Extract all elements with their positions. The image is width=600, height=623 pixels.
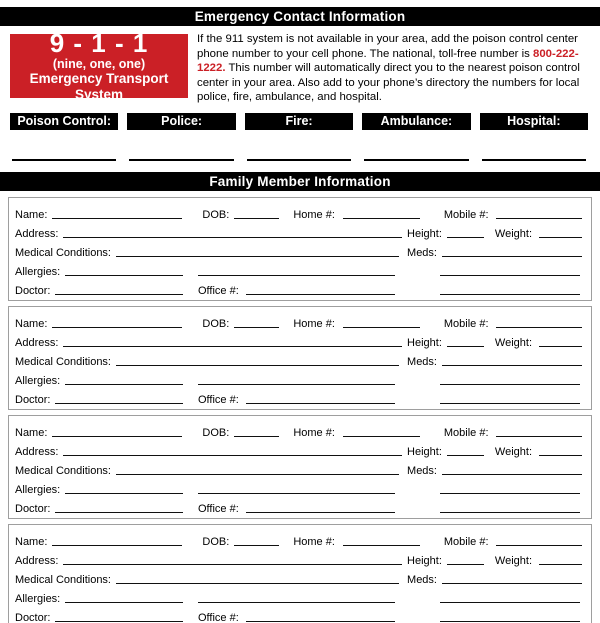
weight-field-label: Weight: bbox=[494, 554, 532, 567]
mobile-phone-writein-line bbox=[496, 320, 582, 328]
family-member-card bbox=[8, 415, 592, 519]
doctor-field-label: Doctor: bbox=[15, 393, 51, 406]
height-writein-line bbox=[447, 448, 484, 456]
allergies-field-label: Allergies: bbox=[15, 483, 61, 496]
name-writein-line bbox=[52, 538, 182, 546]
family-members bbox=[8, 197, 592, 623]
doctor-field bbox=[15, 503, 183, 516]
mobile-phone-field bbox=[444, 427, 582, 440]
member-row-doctor bbox=[15, 497, 582, 516]
dob-writein-line bbox=[234, 211, 279, 219]
office-phone-field bbox=[198, 503, 395, 516]
name-field-label: Name: bbox=[15, 426, 48, 439]
medical-conditions-field-label: Medical Conditions: bbox=[15, 355, 111, 368]
meds-field bbox=[407, 356, 582, 369]
office-phone-writein-line bbox=[246, 396, 395, 404]
height-field-label: Height: bbox=[407, 227, 442, 240]
weight-writein-line bbox=[539, 230, 582, 238]
911-phonetic: (nine, one, one) bbox=[52, 56, 146, 71]
meds-field-label: Meds: bbox=[407, 355, 437, 368]
office-phone-field-label: Office #: bbox=[198, 502, 239, 515]
allergies-field bbox=[15, 484, 183, 497]
office-phone-field-label: Office #: bbox=[198, 393, 239, 406]
address-field bbox=[15, 446, 402, 459]
meds-field-label: Meds: bbox=[407, 573, 437, 586]
meds-field-label: Meds: bbox=[407, 464, 437, 477]
paragraph-text-before: If the 911 system is not available in your area, add the poison control center phone number to your cell phone. The national, toll-free number is bbox=[197, 33, 578, 60]
member-row-name bbox=[15, 530, 582, 549]
medical-conditions-writein-line bbox=[116, 576, 399, 584]
address-writein-line bbox=[63, 339, 402, 347]
police-writein-line bbox=[129, 159, 233, 161]
member-row-medical bbox=[15, 241, 582, 260]
height-field bbox=[407, 555, 484, 568]
fire-writein-line bbox=[247, 159, 351, 161]
office-phone-field bbox=[198, 394, 395, 407]
medical-conditions-writein-line bbox=[116, 467, 399, 475]
name-field bbox=[15, 536, 182, 549]
dob-field bbox=[202, 427, 279, 440]
hospital-writein-line bbox=[482, 159, 586, 161]
911-subtitle: Emergency Transport System bbox=[29, 70, 169, 102]
height-writein-line bbox=[447, 557, 484, 565]
weight-field bbox=[495, 446, 582, 459]
address-field-label: Address: bbox=[15, 227, 59, 240]
height-field-label: Height: bbox=[407, 445, 442, 458]
meds-writein-line bbox=[442, 467, 582, 475]
meds-field bbox=[407, 574, 582, 587]
meds-extra-writein-line-2 bbox=[440, 287, 580, 295]
meds-extra-writein-line-1 bbox=[440, 595, 580, 603]
allergies-field-label: Allergies: bbox=[15, 592, 61, 605]
address-field bbox=[15, 337, 402, 350]
home-phone-field bbox=[293, 536, 420, 549]
contact-label-fire: Fire: bbox=[245, 113, 353, 130]
poison-control-writein-line bbox=[12, 159, 116, 161]
weight-field bbox=[495, 337, 582, 350]
member-row-allergies bbox=[15, 587, 582, 606]
height-writein-line bbox=[447, 339, 484, 347]
mobile-phone-field-label: Mobile #: bbox=[443, 426, 489, 439]
home-phone-writein-line bbox=[343, 211, 420, 219]
member-row-name bbox=[15, 203, 582, 222]
doctor-writein-line bbox=[55, 614, 183, 622]
allergies-field bbox=[15, 266, 183, 279]
contact-writein-lines-row bbox=[10, 159, 588, 161]
dob-field-label: DOB: bbox=[202, 317, 230, 330]
weight-field-label: Weight: bbox=[494, 445, 532, 458]
name-field-label: Name: bbox=[15, 535, 48, 548]
member-row-name bbox=[15, 421, 582, 440]
member-row-doctor bbox=[15, 606, 582, 623]
height-field bbox=[407, 228, 484, 241]
family-member-card bbox=[8, 524, 592, 623]
doctor-field bbox=[15, 612, 183, 623]
mobile-phone-field-label: Mobile #: bbox=[443, 317, 489, 330]
member-row-medical bbox=[15, 350, 582, 369]
member-row-allergies bbox=[15, 260, 582, 279]
dob-field-label: DOB: bbox=[202, 426, 230, 439]
weight-writein-line bbox=[539, 339, 582, 347]
office-phone-field-label: Office #: bbox=[198, 284, 239, 297]
dob-field bbox=[202, 318, 279, 331]
poison-control-phone-number: 800-222-1222. bbox=[197, 47, 579, 75]
allergies-writein-line bbox=[65, 377, 183, 385]
dob-writein-line bbox=[234, 320, 279, 328]
weight-field bbox=[495, 228, 582, 241]
office-phone-field bbox=[198, 612, 395, 623]
dob-field-label: DOB: bbox=[202, 208, 230, 221]
medical-conditions-field-label: Medical Conditions: bbox=[15, 246, 111, 259]
height-field bbox=[407, 446, 484, 459]
allergies-writein-line bbox=[65, 486, 183, 494]
member-row-medical bbox=[15, 568, 582, 587]
meds-extra-writein-line-1 bbox=[440, 486, 580, 494]
home-phone-field-label: Home #: bbox=[293, 426, 335, 439]
family-member-card bbox=[8, 306, 592, 410]
allergies-writein-line bbox=[65, 595, 183, 603]
mobile-phone-field-label: Mobile #: bbox=[443, 208, 489, 221]
intro-section bbox=[10, 27, 590, 105]
meds-writein-line bbox=[442, 576, 582, 584]
allergies-field bbox=[15, 375, 183, 388]
allergies-field-label: Allergies: bbox=[15, 374, 61, 387]
member-row-allergies bbox=[15, 369, 582, 388]
home-phone-writein-line bbox=[343, 538, 420, 546]
family-member-header-bar bbox=[0, 172, 600, 191]
member-row-address bbox=[15, 331, 582, 350]
allergies-extra-writein-line bbox=[198, 377, 395, 385]
member-row-address bbox=[15, 222, 582, 241]
meds-extra-writein-line-2 bbox=[440, 505, 580, 513]
meds-extra-writein-line-2 bbox=[440, 396, 580, 404]
paragraph-text-after: This number will automatically direct you to the nearest poison control center in your area. Also add to your phone’s directory the numbers for local police, fire, ambulance, and hospital. bbox=[197, 62, 580, 104]
home-phone-field-label: Home #: bbox=[293, 208, 335, 221]
doctor-field-label: Doctor: bbox=[15, 502, 51, 515]
allergies-field-label: Allergies: bbox=[15, 265, 61, 278]
dob-writein-line bbox=[234, 538, 279, 546]
home-phone-field-label: Home #: bbox=[293, 535, 335, 548]
doctor-writein-line bbox=[55, 287, 183, 295]
office-phone-field-label: Office #: bbox=[198, 611, 239, 623]
meds-writein-line bbox=[442, 358, 582, 366]
family-section-title: Family Member Information bbox=[209, 173, 391, 189]
height-writein-line bbox=[447, 230, 484, 238]
medical-conditions-writein-line bbox=[116, 358, 399, 366]
medical-conditions-writein-line bbox=[116, 249, 399, 257]
allergies-extra-writein-line bbox=[198, 595, 395, 603]
member-row-name bbox=[15, 312, 582, 331]
address-field-label: Address: bbox=[15, 554, 59, 567]
doctor-field-label: Doctor: bbox=[15, 284, 51, 297]
office-phone-writein-line bbox=[246, 287, 395, 295]
member-row-doctor bbox=[15, 279, 582, 298]
name-field bbox=[15, 209, 182, 222]
member-row-allergies bbox=[15, 478, 582, 497]
meds-extra-writein-line-1 bbox=[440, 377, 580, 385]
height-field-label: Height: bbox=[407, 554, 442, 567]
dob-writein-line bbox=[234, 429, 279, 437]
contact-labels-row bbox=[10, 113, 588, 130]
address-writein-line bbox=[63, 448, 402, 456]
member-row-doctor bbox=[15, 388, 582, 407]
address-writein-line bbox=[63, 557, 402, 565]
mobile-phone-field bbox=[444, 536, 582, 549]
medical-conditions-field bbox=[15, 247, 399, 260]
name-field-label: Name: bbox=[15, 317, 48, 330]
contact-label-poison-control: Poison Control: bbox=[10, 113, 118, 130]
poison-control-paragraph bbox=[197, 32, 590, 105]
weight-field bbox=[495, 555, 582, 568]
allergies-extra-writein-line bbox=[198, 268, 395, 276]
mobile-phone-writein-line bbox=[496, 211, 582, 219]
doctor-writein-line bbox=[55, 396, 183, 404]
allergies-writein-line bbox=[65, 268, 183, 276]
meds-field bbox=[407, 247, 582, 260]
medical-conditions-field-label: Medical Conditions: bbox=[15, 573, 111, 586]
dob-field-label: DOB: bbox=[202, 535, 230, 548]
page-title: Emergency Contact Information bbox=[194, 9, 406, 24]
height-field-label: Height: bbox=[407, 336, 442, 349]
home-phone-writein-line bbox=[343, 320, 420, 328]
doctor-field bbox=[15, 394, 183, 407]
medical-conditions-field bbox=[15, 356, 399, 369]
doctor-writein-line bbox=[55, 505, 183, 513]
allergies-extra-writein-line bbox=[198, 486, 395, 494]
address-field bbox=[15, 228, 402, 241]
mobile-phone-field bbox=[444, 318, 582, 331]
office-phone-writein-line bbox=[246, 614, 395, 622]
mobile-phone-writein-line bbox=[496, 429, 582, 437]
allergies-field bbox=[15, 593, 183, 606]
meds-field-label: Meds: bbox=[407, 246, 437, 259]
911-red-box bbox=[10, 27, 188, 102]
medical-conditions-field bbox=[15, 465, 399, 478]
mobile-phone-field-label: Mobile #: bbox=[443, 535, 489, 548]
mobile-phone-writein-line bbox=[496, 538, 582, 546]
mobile-phone-field bbox=[444, 209, 582, 222]
dob-field bbox=[202, 209, 279, 222]
meds-writein-line bbox=[442, 249, 582, 257]
office-phone-writein-line bbox=[246, 505, 395, 513]
home-phone-field bbox=[293, 318, 420, 331]
contact-label-ambulance: Ambulance: bbox=[362, 113, 470, 130]
name-writein-line bbox=[52, 429, 182, 437]
home-phone-field bbox=[293, 209, 420, 222]
meds-field bbox=[407, 465, 582, 478]
address-field-label: Address: bbox=[15, 445, 59, 458]
911-number: 9 - 1 - 1 bbox=[49, 27, 149, 58]
address-writein-line bbox=[63, 230, 402, 238]
contact-label-hospital: Hospital: bbox=[480, 113, 588, 130]
medical-conditions-field-label: Medical Conditions: bbox=[15, 464, 111, 477]
address-field-label: Address: bbox=[15, 336, 59, 349]
member-row-medical bbox=[15, 459, 582, 478]
family-member-card bbox=[8, 197, 592, 301]
member-row-address bbox=[15, 440, 582, 459]
weight-writein-line bbox=[539, 448, 582, 456]
name-writein-line bbox=[52, 211, 182, 219]
meds-extra-writein-line-1 bbox=[440, 268, 580, 276]
weight-writein-line bbox=[539, 557, 582, 565]
home-phone-writein-line bbox=[343, 429, 420, 437]
member-row-address bbox=[15, 549, 582, 568]
weight-field-label: Weight: bbox=[494, 336, 532, 349]
name-writein-line bbox=[52, 320, 182, 328]
address-field bbox=[15, 555, 402, 568]
home-phone-field-label: Home #: bbox=[293, 317, 335, 330]
contact-label-police: Police: bbox=[127, 113, 235, 130]
ambulance-writein-line bbox=[364, 159, 468, 161]
name-field-label: Name: bbox=[15, 208, 48, 221]
name-field bbox=[15, 427, 182, 440]
doctor-field-label: Doctor: bbox=[15, 611, 51, 623]
weight-field-label: Weight: bbox=[494, 227, 532, 240]
meds-extra-writein-line-2 bbox=[440, 614, 580, 622]
medical-conditions-field bbox=[15, 574, 399, 587]
office-phone-field bbox=[198, 285, 395, 298]
height-field bbox=[407, 337, 484, 350]
dob-field bbox=[202, 536, 279, 549]
doctor-field bbox=[15, 285, 183, 298]
emergency-contact-header-bar bbox=[0, 7, 600, 26]
home-phone-field bbox=[293, 427, 420, 440]
name-field bbox=[15, 318, 182, 331]
